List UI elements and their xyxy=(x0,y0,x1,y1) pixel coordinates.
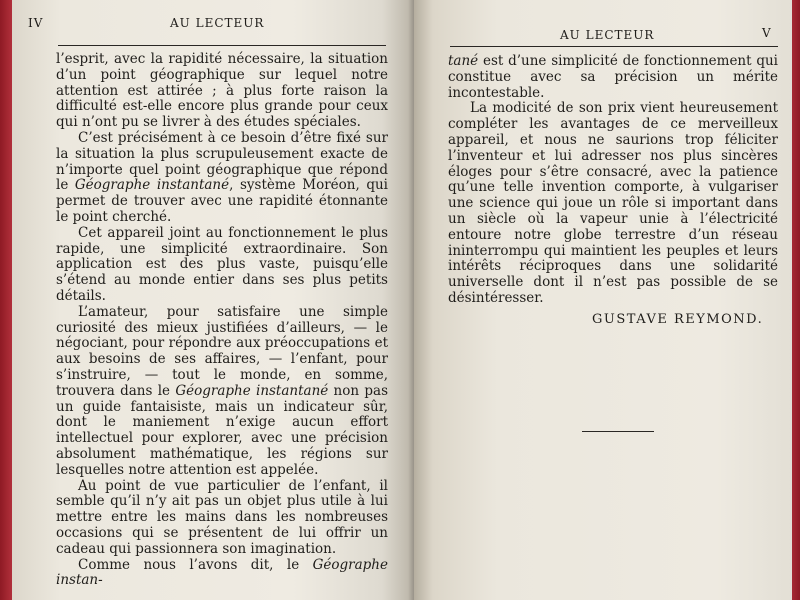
text-run: La modicité de son prix vient heureusement compléter les avantages de ce merveilleux appareil, et nous ne saurions trop féliciter l’inventeur et lui adresser nos plus sincères éloges pour s’être consacré, avec la patience qu’une telle invention comporte, à vulgariser une science qui joue un rôle si important dans un siècle où la vapeur unie à l’électricité entoure notre globe terrestre d’un réseau ininterrompu qui maintient les peuples et leurs intérêts réciproques dans une solidarité universelle dont il n’est pas possible de se désintéresser. xyxy=(448,100,778,306)
left-page-text xyxy=(56,52,388,589)
paragraph xyxy=(448,54,778,101)
paragraph xyxy=(448,101,778,306)
text-run: l’esprit, avec la rapidité nécessaire, la situation d’un point géographique sur lequel notre attention est attirée ; à plus forte raison la difficulté est-elle encore plus grande pour ceux qui n’ont pu se livrer à des études spéciales. xyxy=(56,51,388,131)
running-head: AU LECTEUR xyxy=(560,28,655,42)
text-run: Comme nous l’avons dit, le xyxy=(78,556,313,573)
page-number: V xyxy=(762,26,772,40)
paragraph xyxy=(56,305,388,479)
italic-text: Géographe instantané xyxy=(175,382,329,399)
paragraph xyxy=(56,131,388,226)
paragraph xyxy=(56,226,388,305)
left-page xyxy=(12,0,414,600)
text-run: C’est précisément à ce besoin d’être fixé sur la situation la plus scrupuleusement exacte de n’importe quel point géographique que répond le xyxy=(56,129,388,194)
text-run: Au point de vue particulier de l’enfant, il semble qu’il n’y ait pas un objet plus utile à lui mettre entre les mains dans les nombreuses occasions qui se présentent de lui offrir un cadeau qui passionnera son imagination. xyxy=(56,477,388,557)
header-rule xyxy=(450,46,778,47)
italic-text: tané xyxy=(448,53,479,69)
end-divider xyxy=(582,431,654,432)
text-run: est d’une simplicité de fonctionnement qui constitue avec sa précision un mérite incontestable. xyxy=(448,53,778,101)
italic-text: Géographe instan- xyxy=(56,556,388,589)
right-page-text xyxy=(448,54,778,307)
paragraph xyxy=(56,52,388,131)
paragraph xyxy=(56,479,388,558)
header-rule xyxy=(58,45,386,46)
text-run: non pas un guide fantaisiste, mais un indicateur sûr, dont le maniement n’exige aucun effort intellectuel pour explorer, avec une précision absolument mathématique, les régions sur lesquelles notre attention est appelée. xyxy=(56,382,388,478)
text-run: L’amateur, pour satisfaire une simple curiosité des mieux justifiées d’ailleurs, — le négociant, pour répondre aux préoccupations et aux besoins de ses affaires, — l’enfant, pour s’instruire, — tout le monde, en somme, trouvera dans le xyxy=(56,303,388,399)
paragraph xyxy=(56,558,388,590)
running-head: AU LECTEUR xyxy=(170,16,265,30)
right-page xyxy=(414,0,792,600)
text-run: , système Moréon, qui permet de trouver avec une rapidité étonnante le point cherché. xyxy=(56,177,388,225)
text-run: Cet appareil joint au fonctionnement le plus rapide, une simplicité extraordinaire. Son application est des plus vaste, puisqu’elle s’étend au monde entier dans ses plus petits détails. xyxy=(56,224,388,304)
page-number: IV xyxy=(28,16,44,30)
author-signature: GUSTAVE REYMOND. xyxy=(592,312,764,327)
italic-text: Géographe instantané xyxy=(74,177,230,194)
